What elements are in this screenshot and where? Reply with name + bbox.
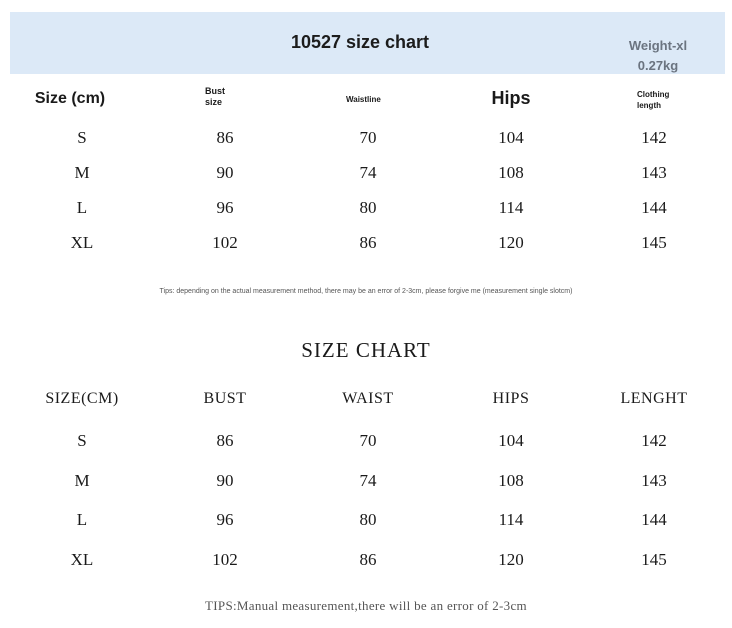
cell-waist: 70 — [359, 431, 377, 450]
cell-size: XL — [70, 550, 94, 569]
cell-size: M — [74, 163, 90, 182]
cell-size: L — [76, 198, 88, 217]
cell-hips: 108 — [498, 163, 524, 182]
table-row — [0, 128, 732, 158]
cell-waist: 70 — [359, 128, 377, 147]
cell-bust: 102 — [212, 233, 238, 252]
cell-bust: 96 — [216, 510, 234, 529]
header-length — [637, 89, 677, 111]
cell-bust: 102 — [212, 550, 238, 569]
cell-waist: 86 — [359, 550, 377, 569]
table-row — [0, 471, 732, 501]
tips-note-2: TIPS:Manual measurement,there will be an error of 2-3cm — [205, 598, 527, 613]
title-banner — [10, 12, 725, 74]
header-bust-line2: size — [205, 97, 223, 107]
header-length-line2: length — [637, 101, 661, 110]
cell-hips: 120 — [498, 233, 524, 252]
header-hips: Hips — [491, 88, 531, 108]
table1-header — [0, 84, 732, 116]
header-size: SIZE(CM) — [45, 390, 119, 407]
table-row — [0, 510, 732, 540]
cell-hips: 104 — [498, 431, 524, 450]
cell-waist: 74 — [359, 471, 377, 490]
table2-header — [0, 390, 732, 416]
cell-bust: 90 — [216, 471, 234, 490]
cell-bust: 96 — [216, 198, 234, 217]
cell-length: 145 — [641, 233, 667, 252]
header-size: Size (cm) — [34, 90, 106, 107]
table-row — [0, 431, 732, 461]
chart-title: 10527 size chart — [290, 32, 430, 52]
cell-waist: 80 — [359, 510, 377, 529]
weight-value: 0.27kg — [637, 58, 679, 73]
cell-waist: 80 — [359, 198, 377, 217]
header-hips: HIPS — [492, 390, 530, 407]
header-bust: BUST — [203, 390, 247, 407]
cell-waist: 86 — [359, 233, 377, 252]
table-row — [0, 550, 732, 580]
header-waist: Waistline — [346, 95, 381, 104]
cell-bust: 86 — [216, 128, 234, 147]
header-bust — [205, 86, 245, 108]
header-waist: WAIST — [342, 390, 394, 407]
cell-size: XL — [70, 233, 94, 252]
header-bust-line1: Bust — [205, 86, 225, 96]
cell-waist: 74 — [359, 163, 377, 182]
cell-bust: 90 — [216, 163, 234, 182]
cell-length: 144 — [641, 198, 667, 217]
cell-size: S — [77, 431, 87, 450]
header-length-line1: Clothing — [637, 90, 670, 99]
weight-info — [613, 36, 703, 76]
cell-hips: 108 — [498, 471, 524, 490]
table-row — [0, 163, 732, 193]
cell-hips: 114 — [498, 510, 524, 529]
table-row — [0, 233, 732, 263]
cell-length: 144 — [641, 510, 667, 529]
header-length: LENGHT — [620, 390, 688, 407]
cell-hips: 114 — [498, 198, 524, 217]
cell-length: 142 — [641, 128, 667, 147]
size-chart-title: SIZE CHART — [301, 338, 431, 362]
weight-label: Weight-xl — [628, 38, 688, 53]
cell-length: 145 — [641, 550, 667, 569]
cell-length: 142 — [641, 431, 667, 450]
cell-size: L — [76, 510, 88, 529]
cell-hips: 104 — [498, 128, 524, 147]
cell-size: S — [77, 128, 87, 147]
cell-length: 143 — [641, 471, 667, 490]
cell-hips: 120 — [498, 550, 524, 569]
cell-length: 143 — [641, 163, 667, 182]
cell-bust: 86 — [216, 431, 234, 450]
table-row — [0, 198, 732, 228]
tips-note: Tips: depending on the actual measurement method, there may be an error of 2-3cm, please forgive me (measurement single slotcm) — [159, 288, 573, 295]
cell-size: M — [74, 471, 90, 490]
